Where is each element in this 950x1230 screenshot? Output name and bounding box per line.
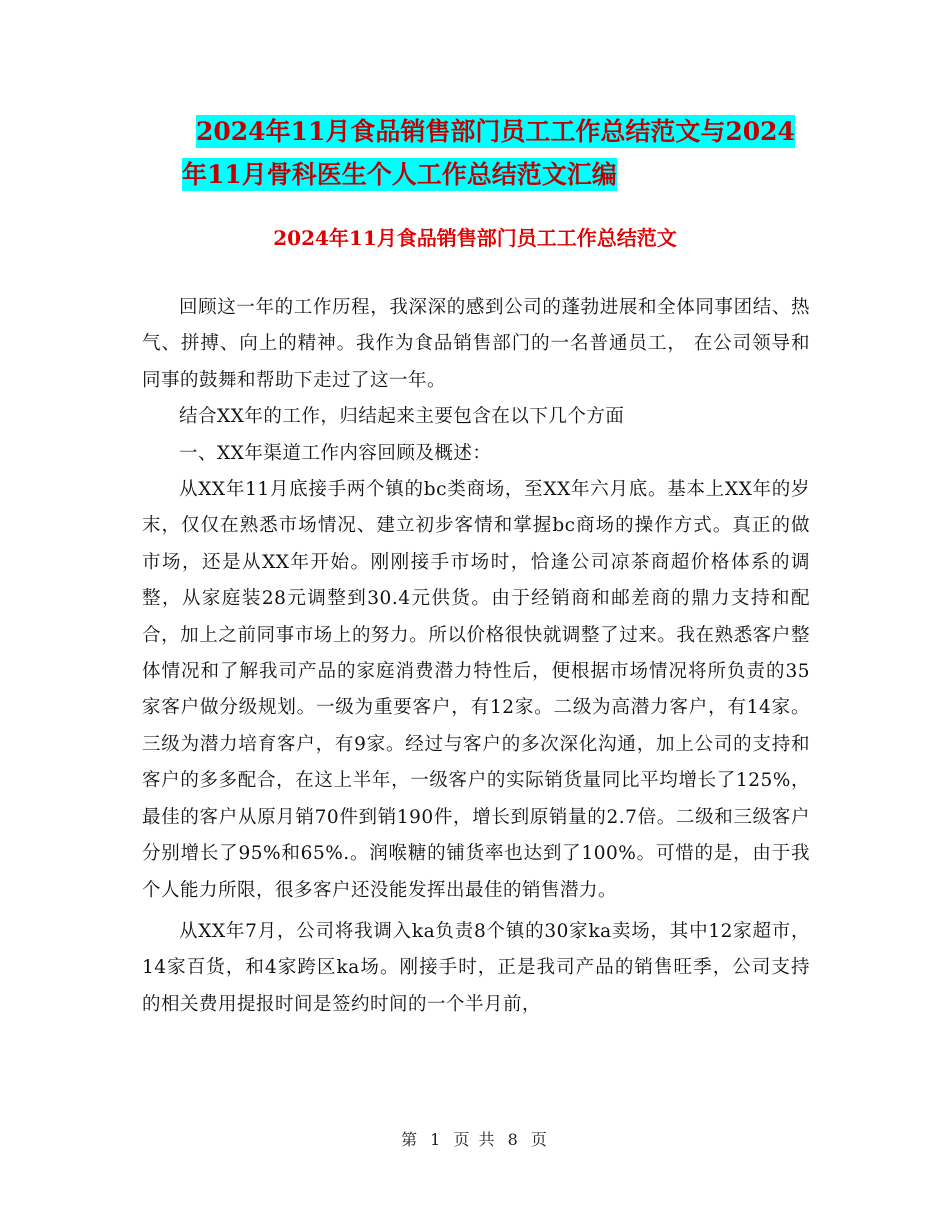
footer-suffix: 页 xyxy=(530,1130,549,1149)
footer-total-pages: 8 xyxy=(507,1130,520,1149)
document-body xyxy=(142,290,810,1023)
title-line-2: 年11月骨科医生个人工作总结范文汇编 xyxy=(182,160,617,189)
paragraph: 从XX年11月底接手两个镇的bc类商场，至XX年六月底。基本上XX年的岁末，仅仅在熟悉市场情况、建立初步客情和掌握bc商场的操作方式。真正的做市场，还是从XX年开始。刚刚接手市场时，恰逢公司凉茶商超价格体系的调整，从家庭装28元调整到30.4元供货。由于经销商和邮差商的鼎力支持和配合，加上之前同事市场上的努力。所以价格很快就调整了过来。我在熟悉客户整体情况和了解我司产品的家庭消费潜力特性后，便根据市场情况将所负责的35家客户做分级规划。一级为重要客户，有12家。二级为高潜力客户，有14家。三级为潜力培育客户，有9家。经过与客户的多次深化沟通，加上公司的支持和客户的多多配合，在这上半年，一级客户的实际销货量同比平均增长了125%，最佳的客户从原月销70件到销190件，增长到原销量的2.7倍。二级和三级客户分别增长了95%和65%.。润喉糖的铺货率也达到了100%。可惜的是，由于我个人能力所限，很多客户还没能发挥出最佳的销售潜力。 xyxy=(142,479,810,901)
footer-prefix: 第 xyxy=(401,1130,420,1149)
title-line-1: 2024年11月食品销售部门员工工作总结范文与2024 xyxy=(196,117,795,146)
document-title xyxy=(182,110,810,196)
footer-middle: 页 共 xyxy=(453,1130,497,1149)
paragraph: 结合XX年的工作，归结起来主要包含在以下几个方面 xyxy=(179,406,625,428)
section-title: 2024年11月食品销售部门员工工作总结范文 xyxy=(273,226,677,250)
paragraph: 一、XX年渠道工作内容回顾及概述： xyxy=(179,442,492,464)
paragraph: 从XX年7月，公司将我调入ka负责8个镇的30家ka卖场，其中12家超市，14家百货，和4家跨区ka场。刚接手时，正是我司产品的销售旺季，公司支持的相关费用提报时间是签约时间的一个半月前， xyxy=(142,920,810,1015)
page-footer xyxy=(0,1127,950,1150)
paragraph: 回顾这一年的工作历程，我深深的感到公司的蓬勃进展和全体同事团结、热气、拼搏、向上的精神。我作为食品销售部门的一名普通员工， 在公司领导和同事的鼓舞和帮助下走过了这一年。 xyxy=(142,297,810,391)
footer-current-page: 1 xyxy=(430,1130,443,1149)
